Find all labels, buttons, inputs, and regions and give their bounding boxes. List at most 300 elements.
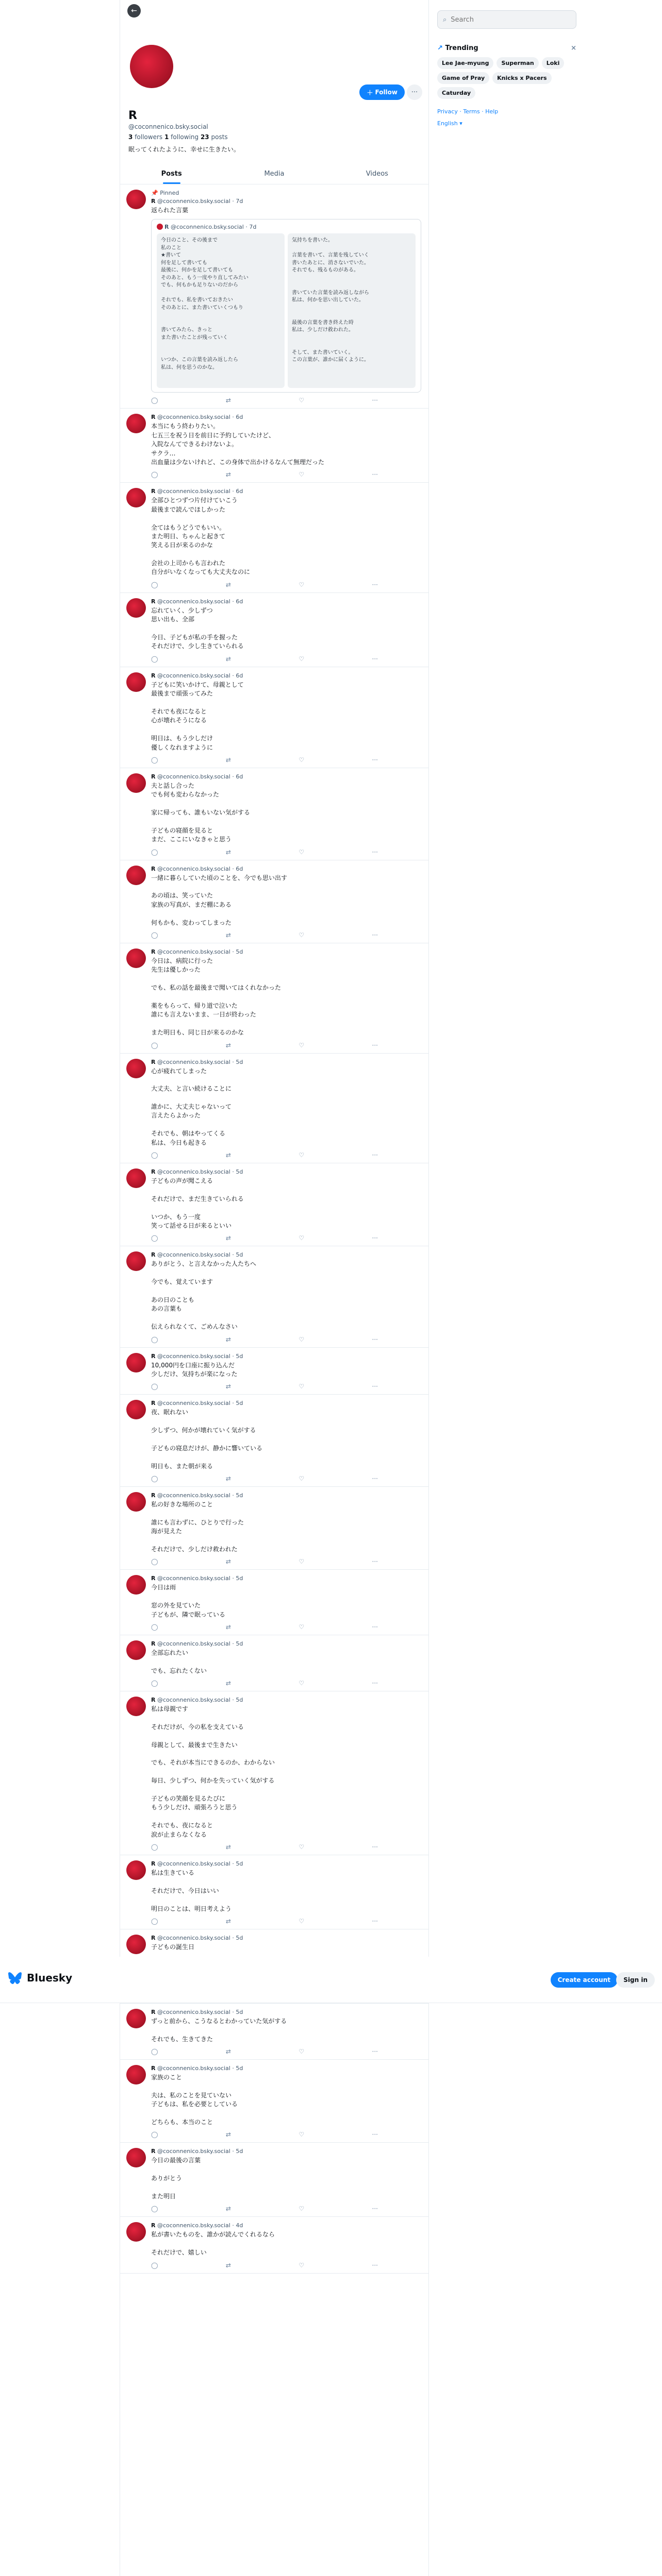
quote-author-name: R [164,224,169,231]
post-actions [151,931,378,939]
more-options-icon[interactable]: ··· [372,2205,378,2213]
avatar[interactable] [126,598,146,618]
post-body [151,1400,421,1482]
sign-in-button[interactable]: Sign in [616,1972,655,1988]
author-name[interactable]: R [151,198,156,205]
profile-name: R [128,109,137,122]
avatar[interactable] [126,1697,146,1716]
like-icon[interactable]: ♡ [299,1843,305,1851]
post-time[interactable]: 6d [236,488,243,495]
repost-icon[interactable]: ⇄ [225,1843,231,1851]
repost-icon[interactable]: ⇄ [225,1335,231,1343]
trend-chip[interactable]: Loki [542,57,565,69]
more-options-icon[interactable]: ··· [372,756,378,764]
reply-icon[interactable]: ◯ [151,1151,158,1159]
tab-videos[interactable]: Videos [366,170,388,178]
post-body [151,2009,421,2055]
followers-count[interactable]: 3 [128,133,133,141]
author-name[interactable]: R [151,948,156,956]
post-time[interactable]: 6d [236,865,243,872]
trending-header [437,44,576,52]
post-item[interactable] [120,1570,428,1635]
post-item[interactable] [120,2060,428,2143]
like-icon[interactable]: ♡ [299,1475,305,1483]
more-options-icon[interactable]: ··· [372,2048,378,2056]
reply-icon[interactable]: ◯ [151,581,158,588]
repost-icon[interactable]: ⇄ [225,1680,231,1687]
more-options-icon[interactable]: ··· [407,84,422,100]
post-item[interactable] [120,184,428,409]
more-options-icon[interactable]: ··· [372,1680,378,1687]
repost-icon[interactable]: ⇄ [225,1234,231,1242]
post-item[interactable] [120,2004,428,2060]
post-time[interactable]: 6d [236,672,243,679]
more-options-icon[interactable]: ··· [372,1843,378,1851]
like-icon[interactable]: ♡ [299,2048,305,2056]
reply-icon[interactable]: ◯ [151,2205,158,2213]
like-icon[interactable]: ♡ [299,397,305,404]
more-options-icon[interactable]: ··· [372,1558,378,1566]
author-name[interactable]: R [151,1640,156,1647]
reply-icon[interactable]: ◯ [151,1558,158,1566]
more-options-icon[interactable]: ··· [372,471,378,479]
repost-icon[interactable]: ⇄ [225,471,231,479]
reply-icon[interactable]: ◯ [151,1680,158,1687]
quote-image-text[interactable]: 気持ちを書いた。 言葉を書いて、言葉を残していく 書いたあとに、消さないでいた。 それでも、残るものがある。 書いていた言葉を読み返しながら 私は、何かを思い出していた。 最後の言葉を書き終えた時 私は、少しだけ救われた。 そして、また書いていく。 この言葉が、誰かに届くように。 [288,233,416,388]
author-handle[interactable]: @coconnenico.bsky.social [157,2222,230,2229]
post-time[interactable]: 5d [236,1640,243,1647]
avatar[interactable] [126,1251,146,1271]
author-name[interactable]: R [151,1058,156,1065]
more-options-icon[interactable]: ··· [372,931,378,939]
post-actions [151,849,378,856]
posts-label: posts [211,133,228,141]
author-name[interactable]: R [151,773,156,780]
like-icon[interactable]: ♡ [299,1383,305,1391]
post-meta: R @coconnenico.bsky.social · 5d [151,1575,243,1582]
author-name[interactable]: R [151,488,156,495]
repost-icon[interactable]: ⇄ [225,2048,231,2056]
post-actions [151,1336,378,1343]
post-time[interactable]: 6d [236,598,243,605]
post-time[interactable]: 5d [236,1058,243,1065]
post-item[interactable] [120,2143,428,2217]
close-icon[interactable]: × [571,44,576,52]
author-name[interactable]: R [151,865,156,872]
post-body [151,1860,421,1925]
quote-post[interactable] [151,219,421,393]
post-meta: R @coconnenico.bsky.social · 5d [151,2148,243,2155]
post-item[interactable] [120,1691,428,1855]
search-icon: ⌕ [443,15,447,24]
post-time[interactable]: 5d [236,1934,243,1941]
more-options-icon[interactable]: ··· [372,1917,378,1925]
post-body [151,488,421,588]
post-text: 家族のこと 夫は、私のことを見ていない 子どもは、私を必要としている どちらも、本当のこと [151,2074,238,2126]
bluesky-logo[interactable] [7,1971,72,1985]
trend-chip[interactable]: Game of Pray [437,72,489,84]
more-options-icon[interactable]: ··· [372,397,378,404]
author-handle[interactable]: @coconnenico.bsky.social [157,1640,230,1647]
post-meta: R @coconnenico.bsky.social · 7d [151,198,243,205]
like-icon[interactable]: ♡ [299,471,305,479]
trending-icon: ↗ [437,44,443,52]
author-handle[interactable]: @coconnenico.bsky.social [157,598,230,605]
avatar[interactable] [126,2148,146,2167]
post-text: ずっと前から、こうなるとわかっていた気がする それでも、生きてきた [151,2017,287,2043]
post-item[interactable] [120,860,428,943]
post-time[interactable]: 6d [236,773,243,780]
post-time[interactable]: 5d [236,2148,243,2155]
post-item[interactable] [120,593,428,667]
profile-banner [120,0,428,56]
reply-icon[interactable]: ◯ [151,397,158,404]
post-time[interactable]: 5d [236,1400,243,1407]
followers-label[interactable]: followers [135,133,163,141]
post-time[interactable]: 5d [236,1575,243,1582]
post-item[interactable] [120,1855,428,1929]
post-actions [151,655,378,663]
more-options-icon[interactable]: ··· [372,581,378,588]
post-body [151,2065,421,2138]
author-handle[interactable]: @coconnenico.bsky.social [157,1251,230,1259]
avatar[interactable] [126,1492,146,1512]
like-icon[interactable]: ♡ [299,2205,305,2213]
tab-posts[interactable]: Posts [120,165,223,184]
like-icon[interactable]: ♡ [299,655,305,663]
post-item[interactable] [120,2217,428,2273]
like-icon[interactable]: ♡ [299,756,305,764]
avatar[interactable] [126,1059,146,1078]
post-body [151,773,421,856]
tab-media[interactable]: Media [264,170,285,178]
more-options-icon[interactable]: ··· [372,848,378,856]
post-text: 今日は、病院に行った 先生は優しかった でも、私の話を最後まで聞いてはくれなかった 薬をもらって、帰り道で泣いた 誰にも言えないまま、一日が終わった また明日も、同じ日が来るのかな [151,957,282,1037]
avatar[interactable] [126,866,146,885]
author-name[interactable]: R [151,598,156,605]
like-icon[interactable]: ♡ [299,1680,305,1687]
repost-icon[interactable]: ⇄ [225,1475,231,1483]
post-actions [151,1042,378,1049]
back-arrow-icon[interactable]: ← [127,4,141,18]
post-text: 私は生きている それだけで、今日はいい 明日のことは、明日考えよう [151,1869,232,1912]
reply-icon[interactable]: ◯ [151,848,158,856]
author-handle[interactable]: @coconnenico.bsky.social [157,414,230,421]
post-time[interactable]: 5d [236,1352,243,1360]
author-handle[interactable]: @coconnenico.bsky.social [157,1168,230,1176]
like-icon[interactable]: ♡ [299,2131,305,2139]
post-item[interactable] [120,1246,428,1347]
follow-button[interactable]: ＋ Follow [359,84,405,100]
profile-handle: @coconnenico.bsky.social [128,123,208,130]
author-handle[interactable]: @coconnenico.bsky.social [157,198,230,205]
like-icon[interactable]: ♡ [299,581,305,588]
post-body [151,1492,421,1565]
post-text: 10,000円を口座に振り込んだ 少しだけ、気持ちが楽になった [151,1361,238,1378]
post-item[interactable] [120,1348,428,1395]
more-options-icon[interactable]: ··· [372,1151,378,1159]
like-icon[interactable]: ♡ [299,848,305,856]
post-time[interactable]: 5d [236,1168,243,1176]
avatar[interactable] [128,43,175,90]
post-body [151,1251,421,1343]
post-item[interactable] [120,1487,428,1570]
author-handle[interactable]: @coconnenico.bsky.social [157,1058,230,1065]
repost-icon[interactable]: ⇄ [225,2261,231,2269]
repost-icon[interactable]: ⇄ [225,581,231,588]
post-text: 子どもの声が聞こえる それだけで、まだ生きていられる いつか、もう一度 笑って話せる日が来るといい [151,1177,244,1229]
avatar [157,224,163,230]
post-time[interactable]: 5d [236,1492,243,1499]
avatar[interactable] [126,2009,146,2028]
reply-icon[interactable]: ◯ [151,756,158,764]
author-name[interactable]: R [151,1575,156,1582]
reply-icon[interactable]: ◯ [151,1335,158,1343]
like-icon[interactable]: ♡ [299,1234,305,1242]
post-actions [151,2262,378,2269]
repost-icon[interactable]: ⇄ [225,397,231,404]
post-item[interactable] [120,1163,428,1246]
post-item[interactable] [120,768,428,860]
like-icon[interactable]: ♡ [299,1917,305,1925]
reply-icon[interactable]: ◯ [151,1623,158,1631]
post-actions [151,2205,378,2212]
like-icon[interactable]: ♡ [299,1558,305,1566]
author-handle[interactable]: @coconnenico.bsky.social [157,865,230,872]
reply-icon[interactable]: ◯ [151,2261,158,2269]
reply-icon[interactable]: ◯ [151,2131,158,2139]
author-name[interactable]: R [151,2008,156,2015]
author-name[interactable]: R [151,2148,156,2155]
more-options-icon[interactable]: ··· [372,1475,378,1483]
author-handle[interactable]: @coconnenico.bsky.social [157,2008,230,2015]
author-name[interactable]: R [151,414,156,421]
post-item[interactable] [120,1054,428,1164]
profile-tabs [120,165,428,184]
post-text: 私の好きな場所のこと 誰にも言わずに、ひとりで行った 海が見えた それだけで、少しだけ救われた [151,1501,244,1553]
avatar[interactable] [126,1935,146,1954]
profile-header [120,56,428,154]
more-options-icon[interactable]: ··· [372,2261,378,2269]
quote-images [157,233,416,388]
repost-icon[interactable]: ⇄ [225,2131,231,2139]
author-name[interactable]: R [151,1400,156,1407]
post-meta: R @coconnenico.bsky.social · 6d [151,865,243,872]
post-time[interactable]: 5d [236,948,243,956]
repost-icon[interactable]: ⇄ [225,756,231,764]
author-handle[interactable]: @coconnenico.bsky.social [157,1492,230,1499]
repost-icon[interactable]: ⇄ [225,848,231,856]
avatar[interactable] [126,1860,146,1880]
post-time[interactable]: 5d [236,1697,243,1704]
author-handle[interactable]: @coconnenico.bsky.social [157,773,230,780]
reply-icon[interactable]: ◯ [151,1475,158,1483]
language-select[interactable]: English ▾ [437,120,462,127]
like-icon[interactable]: ♡ [299,1335,305,1343]
post-text: 全部忘れたい でも、忘れたくない [151,1649,207,1674]
author-name[interactable]: R [151,1492,156,1499]
avatar[interactable] [126,190,146,209]
reply-icon[interactable]: ◯ [151,1917,158,1925]
more-options-icon[interactable]: ··· [372,1623,378,1631]
following-count[interactable]: 1 [164,133,169,141]
trend-chip[interactable]: Lee Jae-myung [437,57,493,69]
post-time[interactable]: 5d [236,2008,243,2015]
author-handle[interactable]: @coconnenico.bsky.social [157,1352,230,1360]
post-time[interactable]: 6d [236,414,243,421]
like-icon[interactable]: ♡ [299,1151,305,1159]
post-text: 一緒に暮らしていた頃のことを、今でも思い出す あの頃は、笑っていた 家族の写真が、まだ棚にある 何もかも、変わってしまった [151,874,288,926]
following-label[interactable]: following [171,133,199,141]
author-name[interactable]: R [151,1697,156,1704]
author-handle[interactable]: @coconnenico.bsky.social [157,2148,230,2155]
author-handle[interactable]: @coconnenico.bsky.social [157,1697,230,1704]
author-name[interactable]: R [151,1934,156,1941]
post-text: 私が書いたものを、誰かが読んでくれるなら それだけで、嬉しい [151,2231,275,2257]
post-text: 本当にもう終わりたい。 七五三を祝う日を前日に予約していたけど、 入院なんてできるわけないよ。 サクラ… 出血量は少ないけれど、この身体で出かけるなんて無理だった [151,422,325,466]
repost-icon[interactable]: ⇄ [225,1623,231,1631]
avatar[interactable] [126,2222,146,2242]
more-options-icon[interactable]: ··· [372,1041,378,1049]
post-time[interactable]: 5d [236,2065,243,2072]
post-text: 忘れていく、少しずつ 思い出も、全部 今日、子どもが私の手を握った それだけで、少し生きていられる [151,606,244,650]
post-body [151,1353,421,1391]
post-meta: R @coconnenico.bsky.social · 6d [151,773,243,780]
repost-icon[interactable]: ⇄ [225,1151,231,1159]
trend-chip[interactable]: Caturday [437,87,475,99]
post-time[interactable]: 5d [236,1251,243,1259]
reply-icon[interactable]: ◯ [151,1234,158,1242]
post-body [151,1168,421,1242]
repost-icon[interactable]: ⇄ [225,655,231,663]
post-body [151,1697,421,1851]
post-actions [151,1234,378,1242]
post-time[interactable]: 7d [236,198,243,205]
more-options-icon[interactable]: ··· [372,2131,378,2139]
signup-topbar [0,1957,662,2003]
avatar[interactable] [126,488,146,507]
like-icon[interactable]: ♡ [299,1623,305,1631]
post-item[interactable] [120,1635,428,1691]
repost-icon[interactable]: ⇄ [225,931,231,939]
repost-icon[interactable]: ⇄ [225,1558,231,1566]
avatar[interactable] [126,1168,146,1188]
like-icon[interactable]: ♡ [299,931,305,939]
post-body [151,2148,421,2212]
like-icon[interactable]: ♡ [299,2261,305,2269]
more-options-icon[interactable]: ··· [372,1335,378,1343]
post-item[interactable] [120,1395,428,1487]
reply-icon[interactable]: ◯ [151,1041,158,1049]
author-name[interactable]: R [151,2065,156,2072]
author-name[interactable]: R [151,1168,156,1176]
post-time[interactable]: 5d [236,1860,243,1867]
author-name[interactable]: R [151,1352,156,1360]
post-item[interactable] [120,409,428,483]
post-time[interactable]: 4d [236,2222,243,2229]
avatar[interactable] [126,1640,146,1660]
post-actions [151,1623,378,1631]
search-box[interactable] [437,10,576,29]
quote-meta: R @coconnenico.bsky.social · 7d [157,224,416,230]
post-text: 心が疲れてしまった 大丈夫、と言い続けることに 誰かに、大丈夫じゃないって 言えたらよかった それでも、朝はやってくる 私は、今日も起きる [151,1067,232,1146]
more-options-icon[interactable]: ··· [372,1234,378,1242]
avatar[interactable] [126,672,146,692]
author-handle[interactable]: @coconnenico.bsky.social [157,1575,230,1582]
trend-chip[interactable]: Superman [496,57,538,69]
post-item[interactable] [120,667,428,768]
avatar[interactable] [126,948,146,968]
post-item[interactable] [120,483,428,593]
reply-icon[interactable]: ◯ [151,471,158,479]
repost-icon[interactable]: ⇄ [225,1041,231,1049]
create-account-button[interactable]: Create account [551,1972,618,1988]
post-body [151,2222,421,2268]
author-name[interactable]: R [151,1860,156,1867]
author-handle[interactable]: @coconnenico.bsky.social [157,1400,230,1407]
repost-icon[interactable]: ⇄ [225,1383,231,1391]
author-handle[interactable]: @coconnenico.bsky.social [157,488,230,495]
post-body [151,866,421,939]
reply-icon[interactable]: ◯ [151,2048,158,2056]
author-handle[interactable]: @coconnenico.bsky.social [157,1860,230,1867]
trend-chip[interactable]: Knicks x Pacers [492,72,551,84]
post-item[interactable] [120,943,428,1054]
post-actions [151,581,378,588]
search-input[interactable] [451,16,554,24]
repost-icon[interactable]: ⇄ [225,2205,231,2213]
post-meta: R @coconnenico.bsky.social · 5d [151,1168,243,1176]
author-name[interactable]: R [151,2222,156,2229]
reply-icon[interactable]: ◯ [151,655,158,663]
reply-icon[interactable]: ◯ [151,1383,158,1391]
post-text: 夫と話し合った でも何も変わらなかった 家に帰っても、誰もいない気がする 子どもの寝顔を見ると まだ、ここにいなきゃと思う [151,782,251,843]
post-meta: R @coconnenico.bsky.social · 5d [151,1697,243,1704]
reply-icon[interactable]: ◯ [151,1843,158,1851]
author-handle[interactable]: @coconnenico.bsky.social [157,1934,230,1941]
profile-stats [128,133,420,141]
post-text: 全部ひとつずつ片付けていこう 最後まで読んでほしかった 全てはもうどうでもいい。 また明日、ちゃんと起きて 笑える日が来るのかな 会社の上司からも言われた 自分がいなくなっても大丈夫なのに [151,497,251,576]
like-icon[interactable]: ♡ [299,1041,305,1049]
avatar[interactable] [126,773,146,793]
more-options-icon[interactable]: ··· [372,655,378,663]
quote-image-text[interactable]: 今日のこと、その後まで 私のこと ★書いて 何を足して書いても 最後に、何かを足して書いても そのあと、もう一度やり直してみたい でも、何もかも足りないのだから それでも、私を書いておきたい そのあとに、また書いていくつもり 書いてみたら、きっと また書いたことが残っていく いつか、この言葉を読み返したら 私は、何を思うのかな。 [157,233,285,388]
reply-icon[interactable]: ◯ [151,931,158,939]
more-options-icon[interactable]: ··· [372,1383,378,1391]
avatar[interactable] [126,1353,146,1372]
quote-time: 7d [249,224,257,231]
avatar[interactable] [126,1400,146,1419]
repost-icon[interactable]: ⇄ [225,1917,231,1925]
author-name[interactable]: R [151,672,156,679]
post-text: 今日の最後の言葉 ありがとう また明日 [151,2157,201,2200]
author-name[interactable]: R [151,1251,156,1259]
avatar[interactable] [126,2065,146,2084]
avatar[interactable] [126,1575,146,1595]
author-handle[interactable]: @coconnenico.bsky.social [157,672,230,679]
footer-links[interactable]: Privacy · Terms · Help [437,108,499,115]
quote-author-handle: @coconnenico.bsky.social [170,224,244,231]
avatar[interactable] [126,414,146,433]
author-handle[interactable]: @coconnenico.bsky.social [157,2065,230,2072]
profile-bio: 眠ってくれたように、幸せに生きたい。 [128,146,240,153]
post-meta: R @coconnenico.bsky.social · 5d [151,2008,243,2015]
author-handle[interactable]: @coconnenico.bsky.social [157,948,230,956]
post-meta: R @coconnenico.bsky.social · 5d [151,2065,243,2072]
post-actions [151,2131,378,2138]
post-actions [151,2048,378,2055]
post-body [151,948,421,1049]
